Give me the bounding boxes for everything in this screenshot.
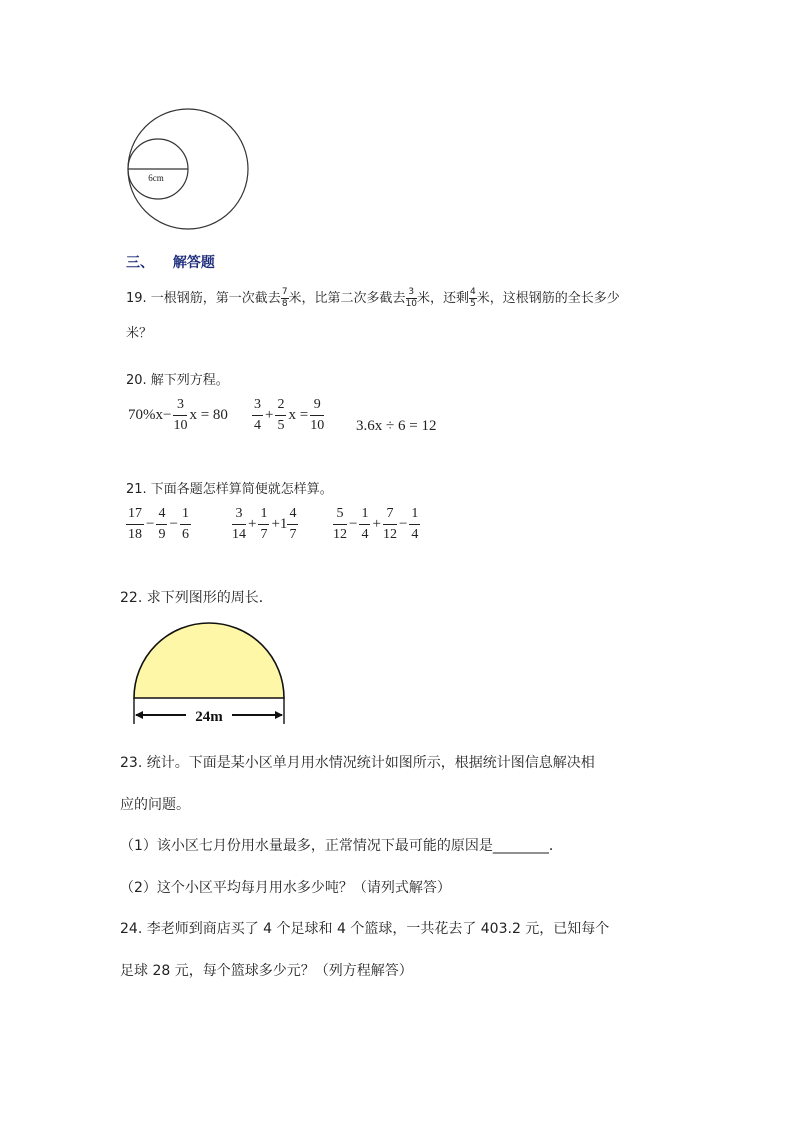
q19-fraction-2: $\frac{3}{10}$ [405, 287, 418, 309]
q24-line2: 足球 28 元，每个篮球多少元？（列方程解答） [120, 963, 413, 979]
question-19 [126, 287, 620, 309]
diameter-label-24m: 24m [195, 709, 223, 725]
dimension-arrow-left [135, 711, 143, 719]
q19-fraction-1: $\frac{7}{8}$ [281, 287, 288, 309]
semicircle-shape [134, 623, 284, 698]
q19-mid1: 米，比第二次多截去 [288, 291, 406, 306]
q19-prefix: 19. 一根钢筋，第一次截去 [126, 291, 281, 306]
semicircle-figure [126, 620, 292, 728]
q20-eq1-fraction: $\frac{3}{10}$ [173, 397, 188, 433]
q19-tail: 米，这根钢筋的全长多少 [476, 291, 620, 306]
q23-line1: 23. 统计。下面是某小区单月用水情况统计如图所示，根据统计图信息解决相 [120, 755, 595, 771]
q23-line2: 应的问题。 [120, 797, 190, 813]
section-heading [126, 252, 215, 272]
diameter-label: 6cm [148, 173, 164, 183]
q21-expression-3: $\frac{5}{12}$ − $\frac{1}{4}$ + $\frac{7}{12}$ − $\frac{1}{4}$ [333, 506, 419, 542]
q20-equation-3: 3.6x ÷ 6 = 12 [356, 418, 437, 434]
q23-sub2: （2）这个小区平均每月用水多少吨？（请列式解答） [120, 880, 451, 896]
q20-equation-1: 70%x− $\frac{3}{10}$ x = 80 [128, 397, 228, 433]
q19-line2: 米？ [126, 326, 153, 341]
q21-title: 21. 下面各题怎样算简便就怎样算。 [126, 482, 333, 497]
q20-equation-2: $\frac{3}{4}$ + $\frac{2}{5}$ x = $\frac{9}{10}$ [254, 397, 325, 433]
q19-fraction-3: $\frac{4}{5}$ [470, 287, 476, 309]
q21-expression-2: $\frac{3}{14}$ + $\frac{1}{7}$ +1 $\frac{4}{7}$ [232, 506, 297, 542]
q24-line1: 24. 李老师到商店买了 4 个足球和 4 个篮球，一共花去了 403.2 元，已知每个 [120, 921, 610, 937]
q22-title: 22. 求下列图形的周长． [120, 590, 273, 606]
section-number: 三、 [126, 255, 154, 271]
q21-expression-1: $\frac{17}{18}$ − $\frac{4}{9}$ − $\frac{1}{6}$ [128, 506, 189, 542]
q23-sub1: （1）该小区七月份用水量最多，正常情况下最可能的原因是________． [120, 838, 563, 854]
dimension-arrow-right [275, 711, 283, 719]
q20-title: 20. 解下列方程。 [126, 373, 229, 388]
section-title: 解答题 [172, 255, 215, 271]
circles-figure [118, 105, 258, 235]
q19-mid2: 米，还剩 [417, 291, 470, 306]
